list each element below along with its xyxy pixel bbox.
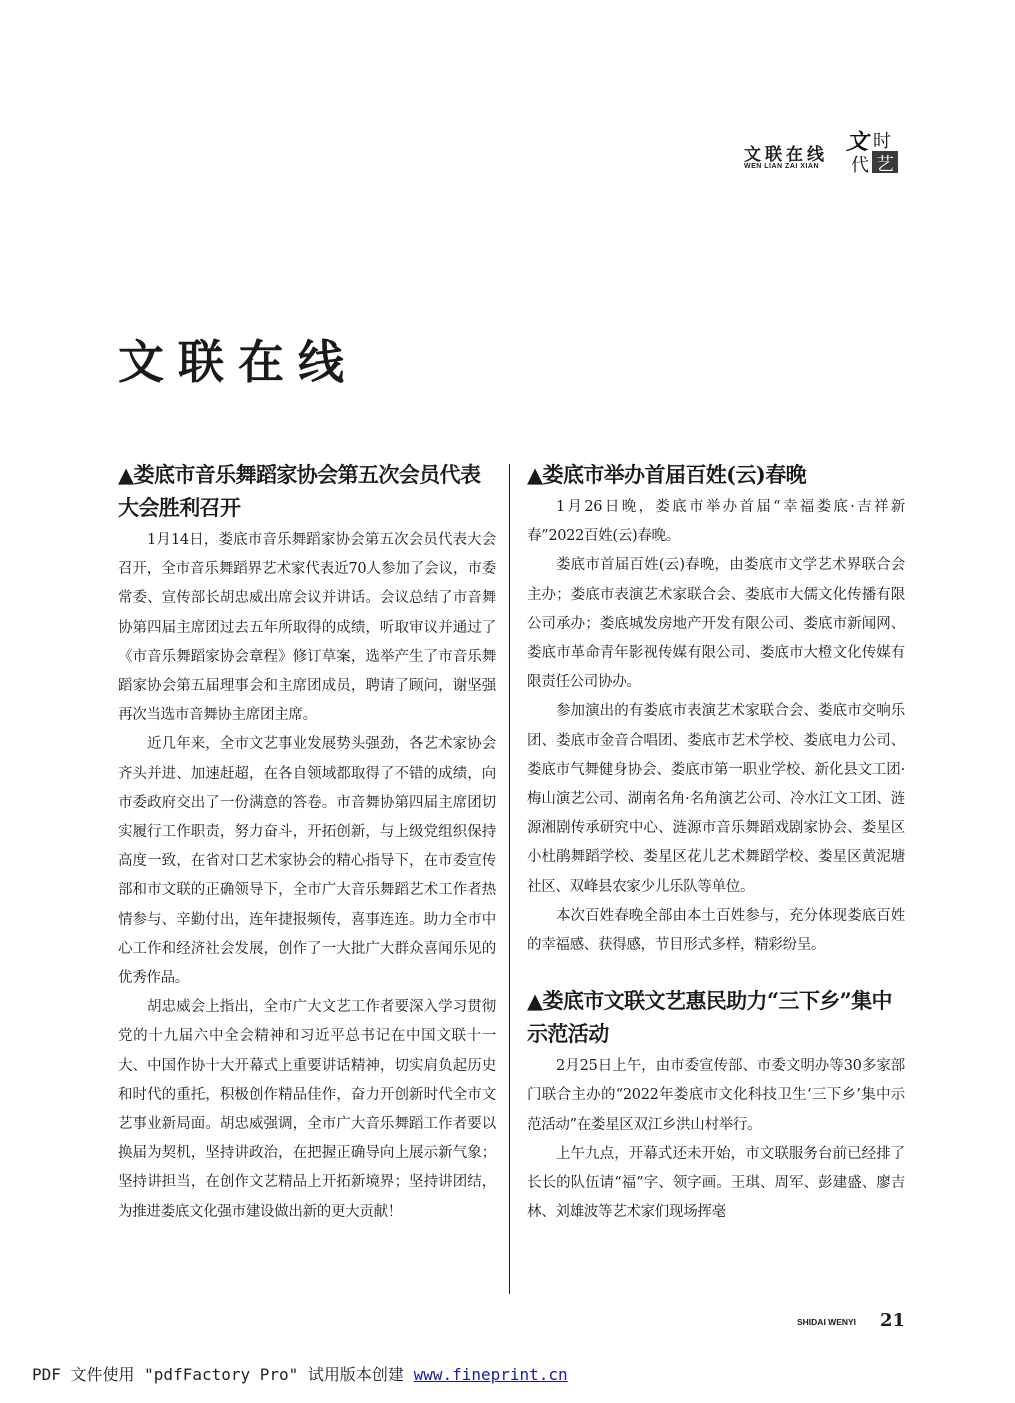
article-paragraph: 本次百姓春晚全部由本土百姓参与，充分体现娄底百姓的幸福感、获得感，节目形式多样，精彩纷呈。 <box>527 907 905 954</box>
running-title: SHIDAI WENYI <box>797 1317 857 1327</box>
svg-text:代: 代 <box>851 155 869 175</box>
section-logo <box>744 129 900 177</box>
article-headline: ▲娄底市文联文艺惠民助力“三下乡”集中示范活动 <box>527 988 892 1047</box>
pdf-creator-notice <box>32 1362 568 1385</box>
article-headline: ▲娄底市举办首届百姓(云)春晚 <box>527 462 807 487</box>
article-three-to-countryside <box>527 984 905 1227</box>
article-spring-gala <box>527 458 905 960</box>
svg-text:时: 时 <box>873 131 891 152</box>
article-paragraph: 娄底市首届百姓(云)春晚，由娄底市文学艺术界联合会主办；娄底市表演艺术家联合会、娄底市大儒文化传播有限公司承办；娄底城发房地产开发有限公司、娄底市新闻网、娄底市革命青年影视传媒有限公司、娄底市大橙文化传媒有限责任公司协办。 <box>527 557 905 691</box>
article-music-dance-congress <box>118 458 496 1227</box>
section-pinyin: WEN LIAN ZAI XIAN <box>744 163 819 170</box>
svg-text:文: 文 <box>846 129 869 155</box>
article-paragraph: 2月25日上午，由市委宣传部、市委文明办等30多家部门联合主办的“2022年娄底市文化科技卫生‘三下乡’集中示范活动”在娄星区双江乡洪山村举行。 <box>527 1058 905 1133</box>
page-number: 21 <box>880 1310 906 1331</box>
svg-text:艺: 艺 <box>876 154 894 175</box>
article-paragraph: 胡忠威会上指出，全市广大文艺工作者要深入学习贯彻党的十九届六中全会精神和习近平总书记在中国文联十一大、中国作协十大开幕式上重要讲话精神，切实肩负起历史和时代的重托，积极创作精品佳作，奋力开创新时代全市文艺事业新局面。胡忠威强调，全市广大音乐舞蹈工作者要以换届为契机，坚持讲政治，在把握正确导向上展示新气象；坚持讲担当，在创作文艺精品上开拓新境界；坚持讲团结，为推进娄底文化强市建设做出新的更大贡献！ <box>118 999 496 1220</box>
article-paragraph: 近几年来，全市文艺事业发展势头强劲，各艺术家协会齐头并进、加速赶超，在各自领域都取得了不错的成绩，向市委政府交出了一份满意的答卷。市音舞协第四届主席团切实履行工作职责，努力奋斗，开拓创新，与上级党组织保持高度一致，在省对口艺术家协会的精心指导下，在市委宣传部和市文联的正确领导下，全市广大音乐舞蹈艺术工作者热情参与、辛勤付出，连年捷报频传，喜事连连。助力全市中心工作和经济社会发展，创作了一大批广大群众喜闻乐见的优秀作品。 <box>118 736 496 987</box>
article-paragraph: 上午九点，开幕式还未开始，市文联服务台前已经排了长长的队伍请“福”字、领字画。王琪、周军、彭建盛、廖吉林、刘雄波等艺术家们现场挥毫 <box>527 1145 905 1221</box>
page-folio <box>797 1310 906 1333</box>
column-divider <box>509 464 510 1294</box>
page-title: 文联在线 <box>118 335 358 389</box>
section-name: 文联在线 <box>744 145 828 165</box>
article-paragraph: 1月14日，娄底市音乐舞蹈家协会第五次会员代表大会召开，全市音乐舞蹈界艺术家代表近70人参加了会议，市委常委、宣传部长胡忠威出席会议并讲话。会议总结了市音舞协第四届主席团过去五年所取得的成绩，听取审议并通过了《市音乐舞蹈家协会章程》修订草案，选举产生了市音乐舞蹈家协会第五届理事会和主席团成员，聘请了顾问，谢坚强再次当选市音舞协主席团主席。 <box>118 532 496 724</box>
fineprint-link[interactable]: www.fineprint.cn <box>413 1365 568 1384</box>
article-paragraph: 1月26日晚，娄底市举办首届“幸福娄底·吉祥新春”2022百姓(云)春晚。 <box>527 499 905 545</box>
left-column <box>118 458 496 1227</box>
pdf-notice-text: PDF 文件使用 "pdfFactory Pro" 试用版本创建 <box>32 1365 414 1384</box>
article-headline: ▲娄底市音乐舞蹈家协会第五次会员代表大会胜利召开 <box>118 462 481 520</box>
article-paragraph: 参加演出的有娄底市表演艺术家联合会、娄底市交响乐团、娄底市金音合唱团、娄底市艺术学校、娄底电力公司、娄底市气舞健身协会、娄底市第一职业学校、新化县文工团·梅山演艺公司、湖南名角·名角演艺公司、冷水江文工团、涟源湘剧传承研究中心、涟源市音乐舞蹈戏剧家协会、娄星区小杜鹃舞蹈学校、娄星区花儿艺术舞蹈学校、娄星区黄泥塘社区、双峰县农家少儿乐队等单位。 <box>527 703 905 895</box>
magazine-logo <box>844 127 900 175</box>
right-column <box>527 458 905 1227</box>
